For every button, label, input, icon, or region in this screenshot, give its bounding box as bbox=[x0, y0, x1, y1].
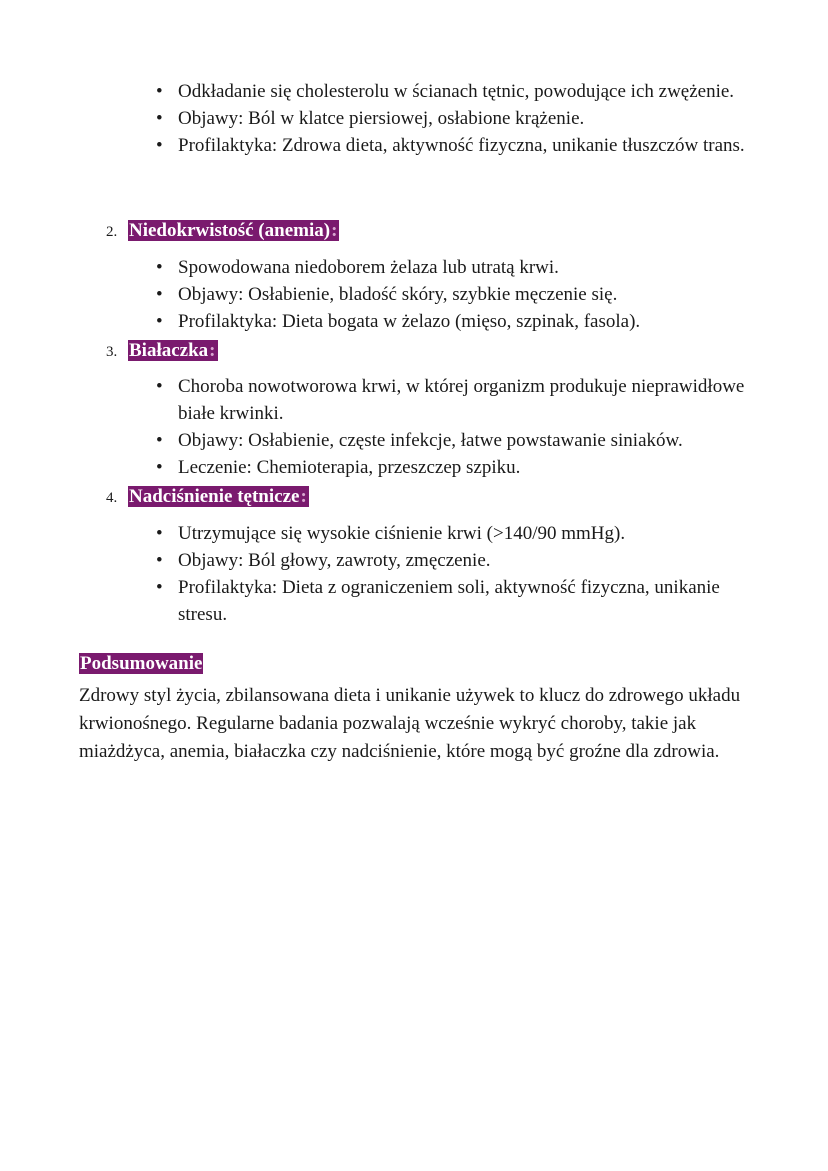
bullet-icon: • bbox=[156, 311, 163, 332]
bullet-icon: • bbox=[156, 577, 163, 598]
hypertension-bullet-list bbox=[152, 520, 762, 628]
bullet-icon: • bbox=[156, 135, 163, 156]
list-item: • Profilaktyka: Zdrowa dieta, aktywność fizyczna, unikanie tłuszczów trans. bbox=[152, 132, 762, 159]
list-item: • Profilaktyka: Dieta z ograniczeniem soli, aktywność fizyczna, unikanie stresu. bbox=[152, 574, 762, 628]
atherosclerosis-bullet-list bbox=[152, 78, 762, 159]
anemia-bullet-list bbox=[152, 254, 762, 335]
list-item: • Objawy: Osłabienie, bladość skóry, szybkie męczenie się. bbox=[152, 281, 762, 308]
bullet-icon: • bbox=[156, 523, 163, 544]
heading-colon: : bbox=[209, 340, 216, 361]
list-item: • Objawy: Ból w klatce piersiowej, osłabione krążenie. bbox=[152, 105, 762, 132]
list-item: • Objawy: Osłabienie, częste infekcje, łatwe powstawanie siniaków. bbox=[152, 427, 762, 454]
list-number: 3. bbox=[106, 344, 118, 360]
bullet-icon: • bbox=[156, 284, 163, 305]
highlighted-title: Niedokrwistość (anemia) bbox=[129, 220, 331, 241]
list-item: • Profilaktyka: Dieta bogata w żelazo (mięso, szpinak, fasola). bbox=[152, 308, 762, 335]
highlighted-title: Podsumowanie bbox=[80, 653, 203, 674]
highlighted-title: Białaczka bbox=[129, 340, 209, 361]
list-number: 2. bbox=[106, 224, 118, 240]
list-item: • Spowodowana niedoborem żelaza lub utratą krwi. bbox=[152, 254, 762, 281]
bullet-icon: • bbox=[156, 430, 163, 451]
list-item: • Leczenie: Chemioterapia, przeszczep szpiku. bbox=[152, 454, 762, 481]
bullet-icon: • bbox=[156, 457, 163, 478]
summary-paragraph: Zdrowy styl życia, zbilansowana dieta i unikanie używek to klucz do zdrowego układu krwionośnego. Regularne badania pozwalają wcześnie wykryć choroby, takie jak miażdżyca, anemia, białaczka czy nadciśnienie, które mogą być groźne dla zdrowia. bbox=[79, 685, 741, 762]
list-item: • Objawy: Ból głowy, zawroty, zmęczenie. bbox=[152, 547, 762, 574]
section-heading-hypertension bbox=[106, 483, 309, 512]
highlighted-title: Nadciśnienie tętnicze bbox=[129, 486, 300, 507]
bullet-icon: • bbox=[156, 81, 163, 102]
bullet-icon: • bbox=[156, 257, 163, 278]
list-item: • Choroba nowotworowa krwi, w której organizm produkuje nieprawidłowe białe krwinki. bbox=[152, 373, 762, 427]
heading-colon: : bbox=[331, 220, 338, 241]
bullet-icon: • bbox=[156, 376, 163, 397]
list-number: 4. bbox=[106, 490, 118, 506]
leukemia-bullet-list bbox=[152, 373, 762, 481]
list-item: • Odkładanie się cholesterolu w ścianach tętnic, powodujące ich zwężenie. bbox=[152, 78, 762, 105]
section-heading-leukemia bbox=[106, 337, 218, 366]
bullet-icon: • bbox=[156, 108, 163, 129]
summary-heading bbox=[79, 650, 203, 677]
list-item: • Utrzymujące się wysokie ciśnienie krwi (>140/90 mmHg). bbox=[152, 520, 762, 547]
bullet-icon: • bbox=[156, 550, 163, 571]
section-heading-anemia bbox=[106, 217, 339, 246]
heading-colon: : bbox=[300, 486, 307, 507]
